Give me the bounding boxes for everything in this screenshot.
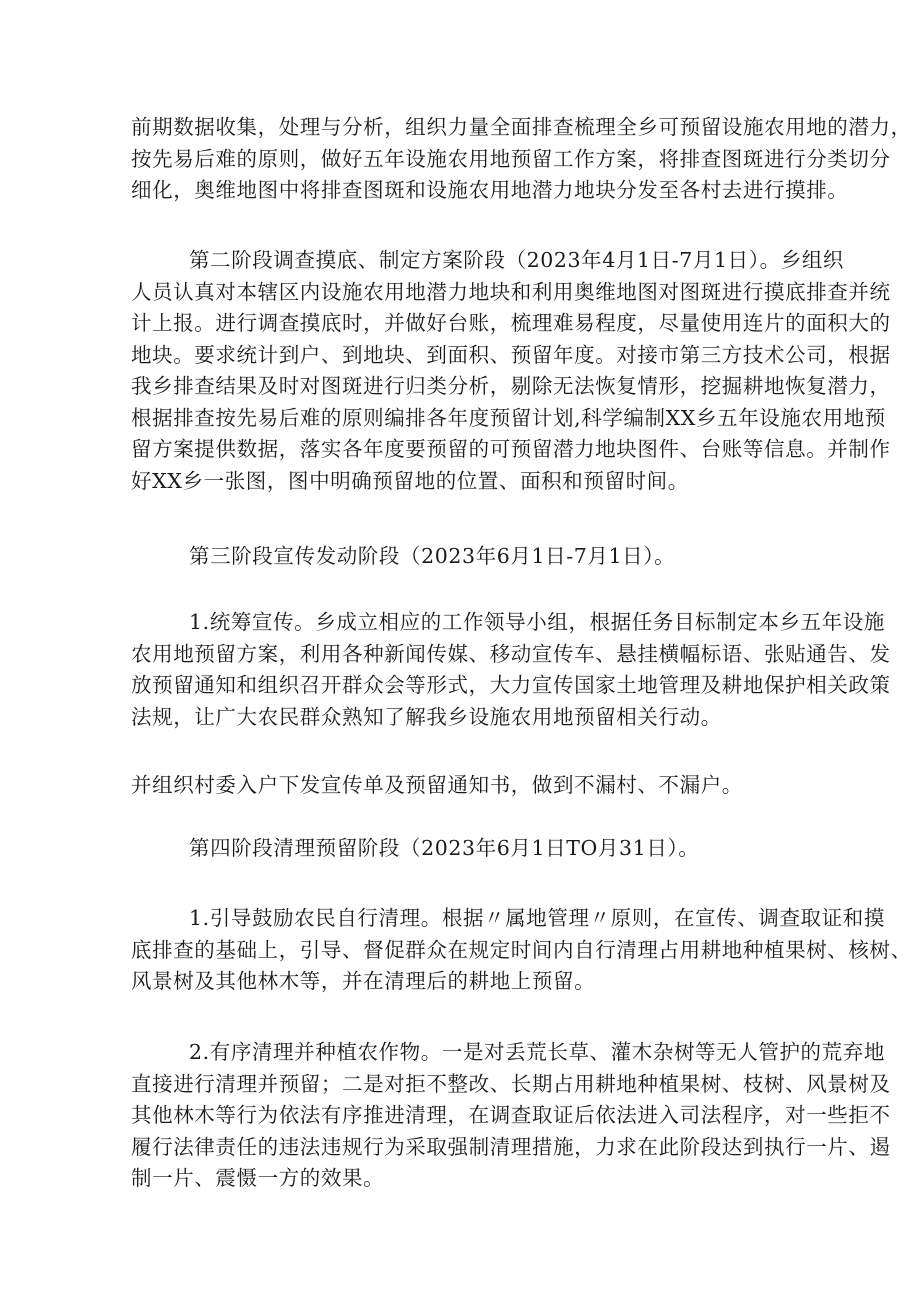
text-line: 制一片、震慑一方的效果。 [131,1166,385,1190]
text-line: 风景树及其他林木等，并在清理后的耕地上预留。 [131,969,596,993]
text-line: 计上报。进行调查摸底时，并做好台账，梳理难易程度，尽量使用连片的面积大的 [131,311,891,335]
text-line: 第三阶段宣传发动阶段（2023年6月1日-7月1日）。 [189,544,676,568]
paragraph-data-collection [131,112,911,207]
text-line: 第四阶段清理预留阶段（2023年6月1日TO月31日）。 [189,836,700,860]
paragraph-publicity [131,607,911,733]
paragraph-phase-four [131,833,911,865]
text-line: 底排查的基础上，引导、督促群众在规定时间内自行清理占用耕地种植果树、核树、 [131,937,912,962]
text-line: 好XX乡一张图，图中明确预留地的位置、面积和预留时间。 [131,468,689,493]
text-line: 根据排查按先易后难的原则编排各年度预留计划,科学编制XX乡五年设施农用地预 [131,405,886,430]
text-line: 并组织村委入户下发宣传单及预留通知书，做到不漏村、不漏户。 [131,773,743,797]
text-line: 第二阶段调查摸底、制定方案阶段（2023年4月1日-7月1日）。乡组织 [189,248,845,272]
text-line: 人员认真对本辖区内设施农用地潜力地块和利用奥维地图对图斑进行摸底排查并统 [131,279,891,304]
text-line: 其他林木等行为依法有序推进清理，在调查取证后依法进入司法程序，对一些拒不 [131,1103,891,1127]
text-line: 放预留通知和组织召开群众会等形式，大力宣传国家土地管理及耕地保护相关政策 [131,673,891,697]
text-line: 按先易后难的原则，做好五年设施农用地预留工作方案，将排查图斑进行分类切分 [131,146,891,171]
text-line: 留方案提供数据，落实各年度要预留的可预留潜力地块图件、台账等信息。并制作 [131,437,891,461]
text-line: 农用地预留方案，利用各种新闻传媒、移动宣传车、悬挂横幅标语、张贴通告、发 [131,641,891,666]
paragraph-orderly-clearing [131,1037,911,1195]
text-line: 细化，奥维地图中将排查图斑和设施农用地潜力地块分发至各村去进行摸排。 [131,178,849,202]
text-line: 前期数据收集，处理与分析，组织力量全面排查梳理全乡可预留设施农用地的潜力， [131,115,912,139]
text-line: 地块。要求统计到户、到地块、到面积、预留年度。对接市第三方技术公司，根据 [131,342,891,367]
text-line: 我乡排查结果及时对图斑进行归类分析，剔除无法恢复情形，挖掘耕地恢复潜力， [131,374,891,398]
paragraph-self-clearing [131,903,911,998]
paragraph-phase-three [131,541,911,573]
text-line: 2.有序清理并种植农作物。一是对丢荒长草、灌木杂树等无人管护的荒弃地 [189,1040,885,1064]
text-line: 直接进行清理并预留；二是对拒不整改、长期占用耕地种植果树、枝树、风景树及 [131,1071,891,1096]
paragraph-phase-two [131,245,911,497]
text-line: 履行法律责任的违法违规行为采取强制清理措施，力求在此阶段达到执行一片、遏 [131,1134,891,1159]
text-line: 1.引导鼓励农民自行清理。根据〃属地管理〃原则，在宣传、调查取证和摸 [189,906,885,930]
text-line: 法规，让广大农民群众熟知了解我乡设施农用地预留相关行动。 [131,704,722,729]
paragraph-household-notice [131,770,911,802]
text-line: 1.统筹宣传。乡成立相应的工作领导小组，根据任务目标制定本乡五年设施 [189,610,885,634]
